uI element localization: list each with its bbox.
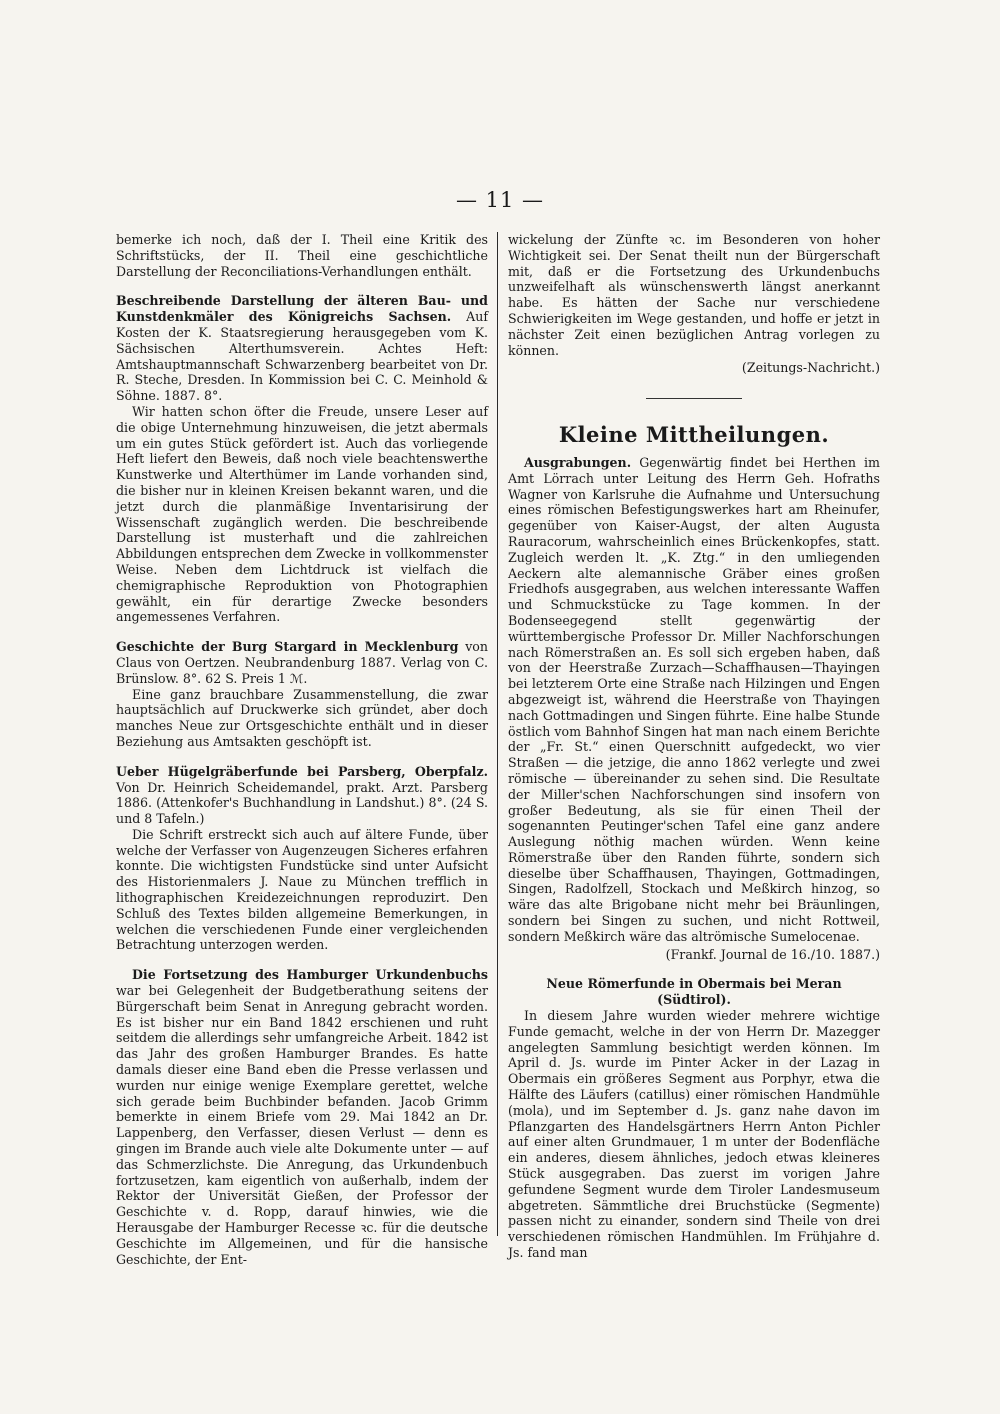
review-biblio: Auf Kosten der K. Staatsregierung herausgegeben vom K. Sächsischen Alterthumsverein. Achtes Heft: Amtshauptmannschaft Schwarzenberg bearbeitet von Dr. R. Steche, Dresden. In Kommission bei C. C. Meinhold & Söhne. 1887. 8°.	[116, 309, 488, 404]
section-title: Kleine Mittheilungen.	[558, 422, 830, 448]
ausgrabungen-paragraph	[508, 455, 880, 945]
source-citation: (Zeitungs-Nachricht.)	[741, 360, 880, 376]
meran-text: In diesem Jahre wurden wieder mehrere wichtige Funde gemacht, welche in der von Herrn Dr. Mazegger angelegten Sammlung besichtigt werden können. Im April d. Js. wurde im Pinter Acker in der Lazag in Obermais ein größeres Segment aus Porphyr, etwa die Hälfte des Läufers (catillus) einer römischen Handmühle (mola), und im September d. Js. ganz nahe davon im Pflanzgarten des Handelsgärtners Herrn Anton Pichler auf einer alten Grundmauer, 1 m unter der Bodenfläche ein anderes, diesem ähnliches, jedoch etwas kleineres Stück ausgegraben. Das zuerst im vorigen Jahre gefundene Segment wurde dem Tiroler Landesmuseum abgetreten. Sämmtliche drei Bruchstücke (Segmente) passen nicht zu einander, sondern sind Theile von drei verschiedenen römischen Handmühlen. Im Frühjahre d. Js. fand man	[508, 1008, 880, 1261]
review-entry	[116, 764, 488, 954]
review-biblio: Von Dr. Heinrich Scheidemandel, prakt. Arzt. Parsberg 1886. (Attenkofer's Buchhandlung in Landshut.) 8°. (24 S. und 8 Tafeln.)	[116, 779, 488, 827]
right-column	[508, 232, 880, 1261]
section-rule	[646, 398, 742, 399]
review-citation	[116, 639, 488, 686]
left-column	[116, 232, 488, 1281]
review-text: Die Schrift erstreckt sich auch auf ältere Funde, über welche der Verfasser von Augenzeugen Sicheres erfahren konnte. Die wichtigsten Fundstücke sind unter Aufsicht des Historienmalers J. Naue zu München trefflich in lithographischen Kreidezeichnungen reproduzirt. Den Schluß des Textes bilden allgemeine Bemerkungen, in welchen die verschiedenen Funde einer vergleichenden Betrachtung unterzogen werden.	[116, 826, 488, 953]
review-title: Geschichte der Burg Stargard in Mecklenburg	[116, 639, 459, 655]
continued-text: wickelung der Zünfte ꝛc. im Besonderen von hoher Wichtigkeit sei. Der Senat theilt nun der Bürgerschaft mit, daß er die Fortsetzung des Urkundenbuchs unzweifelhaft als wünschenswerth längst anerkannt habe. Es hätten der Sache nur verschiedene Schwierigkeiten im Wege gestanden, und hoffe er jetzt in nächster Zeit einen bezüglichen Antrag vorlegen zu können.	[508, 232, 880, 358]
ausgrabungen-head: Ausgrabungen.	[524, 454, 632, 470]
review-biblio: von Claus von Oertzen. Neubrandenburg 1887. Verlag von C. Brünslow. 8°. 62 S. Preis 1 ℳ.	[116, 639, 488, 686]
review-citation	[116, 764, 488, 827]
review-entry	[116, 293, 488, 625]
source-citation: (Frankf. Journal de 16./10. 1887.)	[665, 946, 880, 962]
review-citation	[116, 293, 488, 404]
hamburg-title: Die Fortsetzung des Hamburger Urkundenbuchs	[132, 967, 488, 983]
hamburg-text: war bei Gelegenheit der Budgetberathung seitens der Bürgerschaft beim Senat in Anregung gebracht worden. Es ist bisher nur ein Band 1842 erschienen und ruht seitdem die allerdings sehr umfangreiche Arbeit. 1842 ist das Jahr des großen Hamburger Brandes. Es hatte damals dieser eine Band eben die Presse verlassen und wurden nur einige wenige Exemplare gerettet, welche sich gerade beim Buchbinder befanden. Jacob Grimm bemerkte in einem Briefe vom 29. Mai 1842 an Dr. Lappenberg, den Verfasser, diesen Verlust — denn es gingen im Brande auch viele alte Dokumente unter — auf das Schmerzlichste. Die Anregung, das Urkundenbuch fortzusetzen, kam eigentlich von außerhalb, indem der Rektor der Universität Gießen, der Professor der Geschichte v. d. Ropp, darauf hinwies, wie die Herausgabe der Hamburger Recesse ꝛc. für die deutsche Geschichte im Allgemeinen, und für die hansische Geschichte, der Ent-	[116, 983, 488, 1267]
ausgrabungen-text: Gegenwärtig findet bei Herthen im Amt Lörrach unter Leitung des Herrn Geh. Hofraths Wagner von Karlsruhe die Aufnahme und Untersuchung eines römischen Befestigungswerkes hart am Rheinufer, gegenüber von Kaiser-Augst, der alten Augusta Rauracorum, wahrscheinlich eines Brückenkopfes, statt. Zugleich werden lt. „K. Ztg.“ in den umliegenden Aeckern alte alemannische Gräber eines großen Friedhofs ausgegraben, aus welchen interessante Waffen und Schmuckstücke zu Tage kommen. In der Bodenseegegend stellt gegenwärtig der württembergische Professor Dr. Miller Nachforschungen nach Römerstraßen an. Es soll sich ergeben haben, daß von der Heerstraße Zurzach—Schaffhausen—Thayingen bei letzterem Orte eine Straße nach Hilzingen und Engen abgezweigt ist, während die Heerstraße von Thayingen nach Gottmadingen und Singen führte. Eine halbe Stunde östlich vom Bahnhof Singen hat man nach einem Berichte der „Fr. St.“ einen Querschnitt aufgedeckt, wo vier Straßen — die jetzige, die anno 1862 verlegte und zwei römische — übereinander zu sehen sind. Die Resultate der Miller'schen Nachforschungen sind insofern von großer Bedeutung, als sie für einen Theil der sogenannten Peutinger'schen Tafel eine ganz andere Auslegung nöthig machen würden. Wenn keine Römerstraße über den Randen führte, sondern sich dieselbe über Schaffhausen, Thayingen, Gottmadingen, Singen, Radolfzell, Stockach und Meßkirch hinzog, so wäre das alte Brigobane nicht mehr bei Bräunlingen, sondern bei Singen zu suchen, und nicht Rottweil, sondern Meßkirch wäre das altrömische Sumelocenae.	[508, 454, 880, 944]
meran-title: Neue Römerfunde in Obermais bei Meran (Südtirol).	[546, 976, 842, 1008]
intro-paragraph	[116, 232, 488, 279]
hamburg-article	[116, 967, 488, 1267]
page-number: — 11 —	[455, 188, 545, 212]
column-divider	[497, 232, 498, 1236]
hamburg-paragraph	[116, 967, 488, 1267]
intro-text: bemerke ich noch, daß der I. Theil eine Kritik des Schriftstücks, der II. Theil eine geschichtliche Darstellung der Reconciliations-Verhandlungen enthält.	[116, 232, 488, 279]
review-entry	[116, 639, 488, 750]
review-text: Wir hatten schon öfter die Freude, unsere Leser auf die obige Unternehmung hinzuweisen, die jetzt abermals um ein gutes Stück gefördert ist. Auch das vorliegende Heft liefert den Beweis, daß noch viele beachtenswerthe Kunstwerke und Alterthümer im Lande vorhanden sind, die bisher nur in kleinen Kreisen bekannt waren, und die jetzt durch die planmäßige Inventarisirung der Wissenschaft zugänglich werden. Die beschreibende Darstellung ist musterhaft und die zahlreichen Abbildungen entsprechen dem Zwecke in vollkommenster Weise. Neben dem Lichtdruck ist vielfach die chemigraphische Reproduktion von Photographien gewählt, ein für derartige Zwecke besonders angemessenes Verfahren.	[116, 403, 488, 625]
review-title: Ueber Hügelgräberfunde bei Parsberg, Oberpfalz.	[116, 763, 488, 779]
review-title: Beschreibende Darstellung der älteren Bau- und Kunstdenkmäler des Königreichs Sachsen.	[116, 293, 488, 325]
review-text: Eine ganz brauchbare Zusammenstellung, die zwar hauptsächlich auf Druckwerke sich gründet, aber doch manches Neue zur Ortsgeschichte enthält und in dieser Beziehung aus Amtsakten geschöpft ist.	[116, 686, 488, 749]
